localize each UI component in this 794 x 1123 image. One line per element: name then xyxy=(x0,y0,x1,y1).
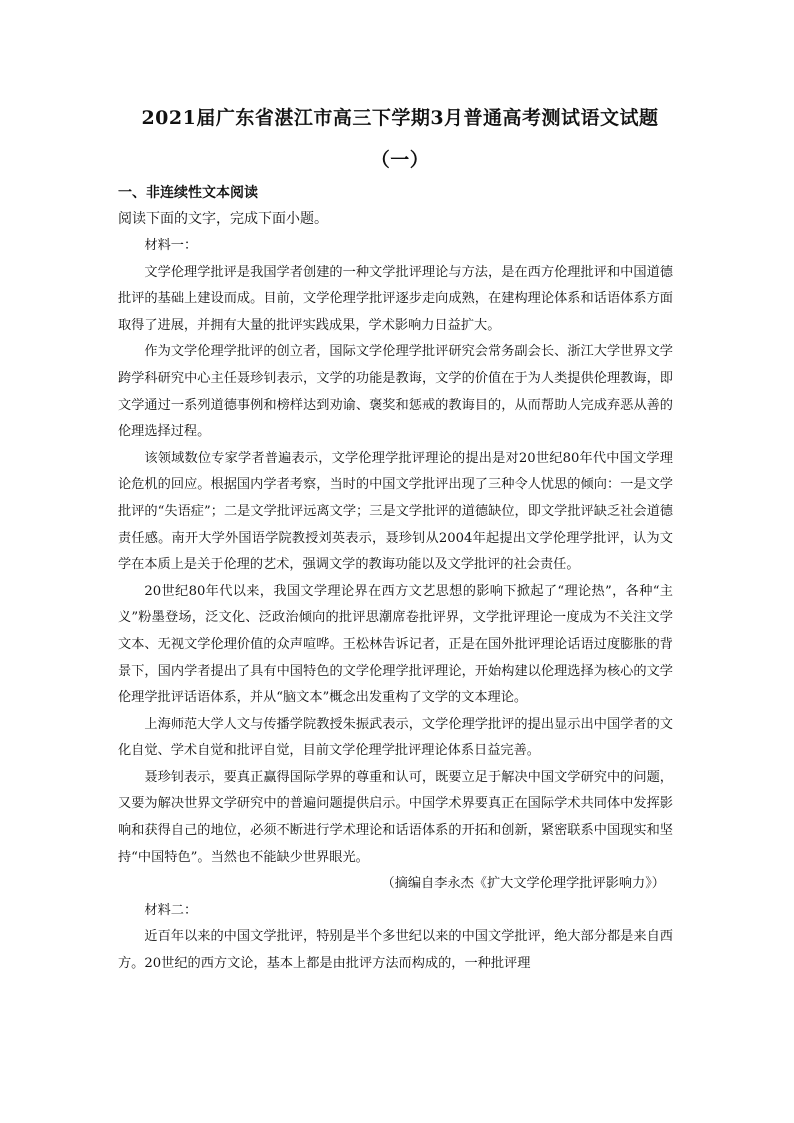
material-1-label: 材料一： xyxy=(144,238,198,253)
paragraph: 文学伦理学批评是我国学者创建的一种文学批评理论与方法，是在西方伦理批评和中国道德批评的基础上建设而成。目前，文学伦理学批评逐步走向成熟，在建构理论体系和话语体系方面取得了进展，并拥有大量的批评实践成果，学术影响力日益扩大。 xyxy=(118,264,673,333)
section-heading: 一、非连续性文本阅读 xyxy=(118,185,258,201)
paragraph: 该领域数位专家学者普遍表示，文学伦理学批评理论的提出是对20世纪80年代中国文学理论危机的回应。根据国内学者考察，当时的中国文学批评出现了三种令人忧思的倾向：一是文学批评的“失语症”；二是文学批评远离文学；三是文学批评的道德缺位，即文学批评缺乏社会道德责任感。南开大学外国语学院教授刘英表示，聂珍钊从2004年起提出文学伦理学批评，认为文学在本质上是关于伦理的艺术，强调文学的教诲功能以及文学批评的社会责任。 xyxy=(118,450,673,573)
instruction-text: 阅读下面的文字，完成下面小题。 xyxy=(118,211,328,227)
paragraph: 上海师范大学人文与传播学院教授朱振武表示，文学伦理学批评的提出显示出中国学者的文化自觉、学术自觉和批评自觉，目前文学伦理学批评理论体系日益完善。 xyxy=(118,716,673,759)
material-2-label: 材料二： xyxy=(144,902,198,918)
document-title: 2021届广东省湛江市高三下学期3月普通高考测试语文试题 xyxy=(141,107,659,129)
document-title-suffix: （一） xyxy=(370,149,430,171)
material-1-source: （摘编自李永杰《扩大文学伦理学批评影响力》） xyxy=(381,876,665,892)
paragraph: 近百年以来的中国文学批评，特别是半个多世纪以来的中国文学批评，绝大部分都是来自西方。20世纪的西方文论，基本上都是由批评方法而构成的，一种批评理 xyxy=(118,929,673,972)
article-body xyxy=(118,233,673,978)
paragraph: 20世纪80年代以来，我国文学理论界在西方文艺思想的影响下掀起了“理论热”，各种“主义”粉墨登场，泛文化、泛政治倾向的批评思潮席卷批评界，文学批评理论一度成为不关注文学文本、无视文学伦理价值的众声喧哗。王松林告诉记者，正是在国外批评理论话语过度膨胀的背景下，国内学者提出了具有中国特色的文学伦理学批评理论，开始构建以伦理选择为核心的文学伦理学批评话语体系，并从“脑文本”概念出发重构了文学的文本理论。 xyxy=(118,583,673,706)
paragraph: 聂珍钊表示，要真正赢得国际学界的尊重和认可，既要立足于解决中国文学研究中的问题，又要为解决世界文学研究中的普遍问题提供启示。中国学术界要真正在国际学术共同体中发挥影响和获得自己的地位，必须不断进行学术理论和话语体系的开拓和创新，紧密联系中国现实和坚持“中国特色”。当然也不能缺少世界眼光。 xyxy=(118,769,673,865)
paragraph: 作为文学伦理学批评的创立者，国际文学伦理学批评研究会常务副会长、浙江大学世界文学跨学科研究中心主任聂珍钊表示，文学的功能是教诲，文学的价值在于为人类提供伦理教诲，即文学通过一系列道德事例和榜样达到劝谕、褒奖和惩戒的教诲目的，从而帮助人完成弃恶从善的伦理选择过程。 xyxy=(118,344,673,440)
